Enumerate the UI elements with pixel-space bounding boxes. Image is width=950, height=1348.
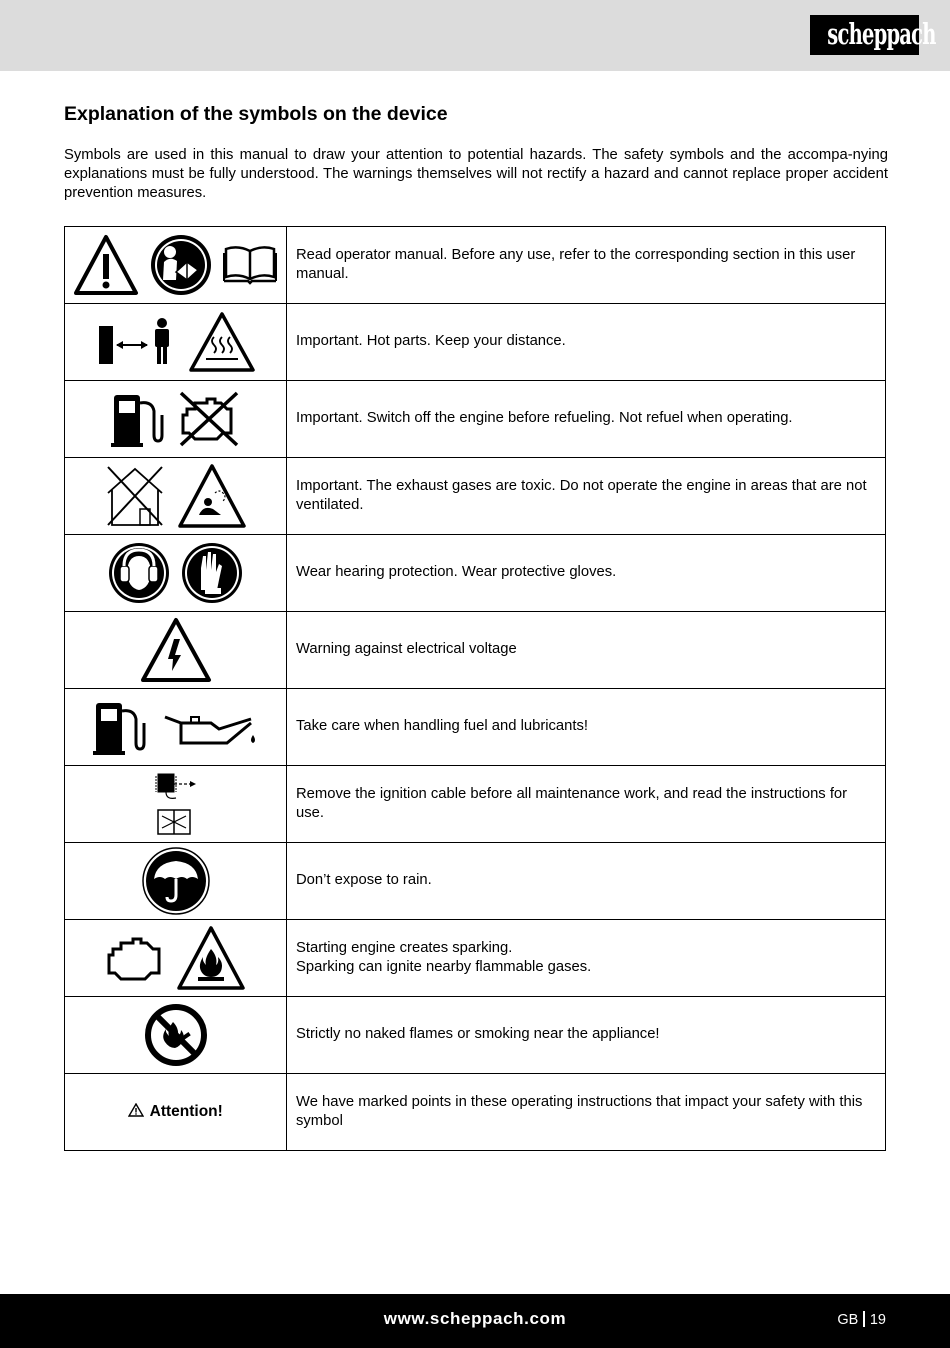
umbrella-icon: [142, 847, 210, 915]
table-row: [65, 535, 886, 612]
footer-url: www.scheppach.com: [383, 1309, 567, 1328]
table-row: [65, 689, 886, 766]
symbol-cell: [65, 689, 287, 766]
fuel-pump-icon: [110, 389, 166, 449]
flammable-icon: [176, 925, 246, 991]
symbol-cell: [65, 304, 287, 381]
symbol-description: We have marked points in these operating instructions that impact your safety with this symbol: [287, 1074, 886, 1151]
table-row: [65, 381, 886, 458]
symbol-cell: [65, 843, 287, 920]
table-row: [65, 227, 886, 304]
page-title: Explanation of the symbols on the device: [64, 103, 448, 125]
table-row: [65, 612, 886, 689]
symbol-description: Read operator manual. Before any use, refer to the corresponding section in this user manual.: [287, 227, 886, 304]
warning-triangle-icon: [73, 234, 139, 296]
ignition-cable-icon: [152, 772, 200, 836]
symbol-cell: [65, 766, 287, 843]
symbol-description: Take care when handling fuel and lubricants!: [287, 689, 886, 766]
symbols-table: [64, 226, 886, 1151]
symbol-description: Important. Switch off the engine before refueling. Not refuel when operating.: [287, 381, 886, 458]
protective-gloves-icon: [181, 542, 243, 604]
fuel-pump-icon: [92, 697, 148, 757]
hearing-protection-icon: [108, 542, 170, 604]
electrical-voltage-icon: [140, 617, 212, 683]
page-number-value: 19: [869, 1312, 886, 1328]
symbol-cell: [65, 535, 287, 612]
page-divider: [863, 1311, 865, 1327]
hot-surface-icon: [188, 311, 256, 373]
keep-distance-icon: [95, 314, 177, 370]
header-band: [0, 0, 950, 71]
symbol-description: Important. Hot parts. Keep your distance.: [287, 304, 886, 381]
symbol-cell: [65, 920, 287, 997]
engine-icon: [105, 935, 165, 981]
table-row: [65, 766, 886, 843]
table-row: [65, 304, 886, 381]
table-row: [65, 997, 886, 1074]
symbol-description: [287, 920, 886, 997]
house-crossed-icon: [104, 463, 166, 529]
description-line: Sparking can ignite nearby flammable gases.: [296, 959, 592, 975]
toxic-gas-icon: [177, 463, 247, 529]
attention-label: Attention!: [149, 1103, 223, 1120]
table-row: [65, 458, 886, 535]
symbol-description: Warning against electrical voltage: [287, 612, 886, 689]
oil-can-icon: [159, 707, 259, 747]
read-manual-icon: [150, 234, 212, 296]
attention-triangle-icon: [128, 1103, 144, 1117]
open-book-icon: [222, 245, 278, 285]
table-row: [65, 1074, 886, 1151]
intro-paragraph: Symbols are used in this manual to draw your attention to potential hazards. The safety symbols and the accompa-nying explanations must be fully understood. The warnings themselves will not rectify a hazard and cannot replace proper accident prevention measures.: [64, 147, 888, 201]
table-row: [65, 843, 886, 920]
symbol-description: Wear hearing protection. Wear protective gloves.: [287, 535, 886, 612]
symbol-description: Strictly no naked flames or smoking near the appliance!: [287, 997, 886, 1074]
table-row: [65, 920, 886, 997]
footer-band: [0, 1294, 950, 1348]
symbol-description: Important. The exhaust gases are toxic. Do not operate the engine in areas that are not ventilated.: [287, 458, 886, 535]
language-code: GB: [837, 1312, 859, 1328]
symbol-cell: [65, 381, 287, 458]
symbol-cell: [65, 1074, 287, 1151]
symbol-description: Remove the ignition cable before all maintenance work, and read the instructions for use.: [287, 766, 886, 843]
engine-crossed-icon: [177, 389, 241, 449]
symbol-cell: [65, 458, 287, 535]
page-number: [837, 1311, 886, 1328]
scheppach-logo: scheppach: [810, 15, 919, 55]
symbol-cell: [65, 612, 287, 689]
no-open-flame-icon: [143, 1002, 209, 1068]
symbol-cell: [65, 997, 287, 1074]
symbol-cell: [65, 227, 287, 304]
symbol-description: Don’t expose to rain.: [287, 843, 886, 920]
description-line: Starting engine creates sparking.: [296, 939, 513, 956]
